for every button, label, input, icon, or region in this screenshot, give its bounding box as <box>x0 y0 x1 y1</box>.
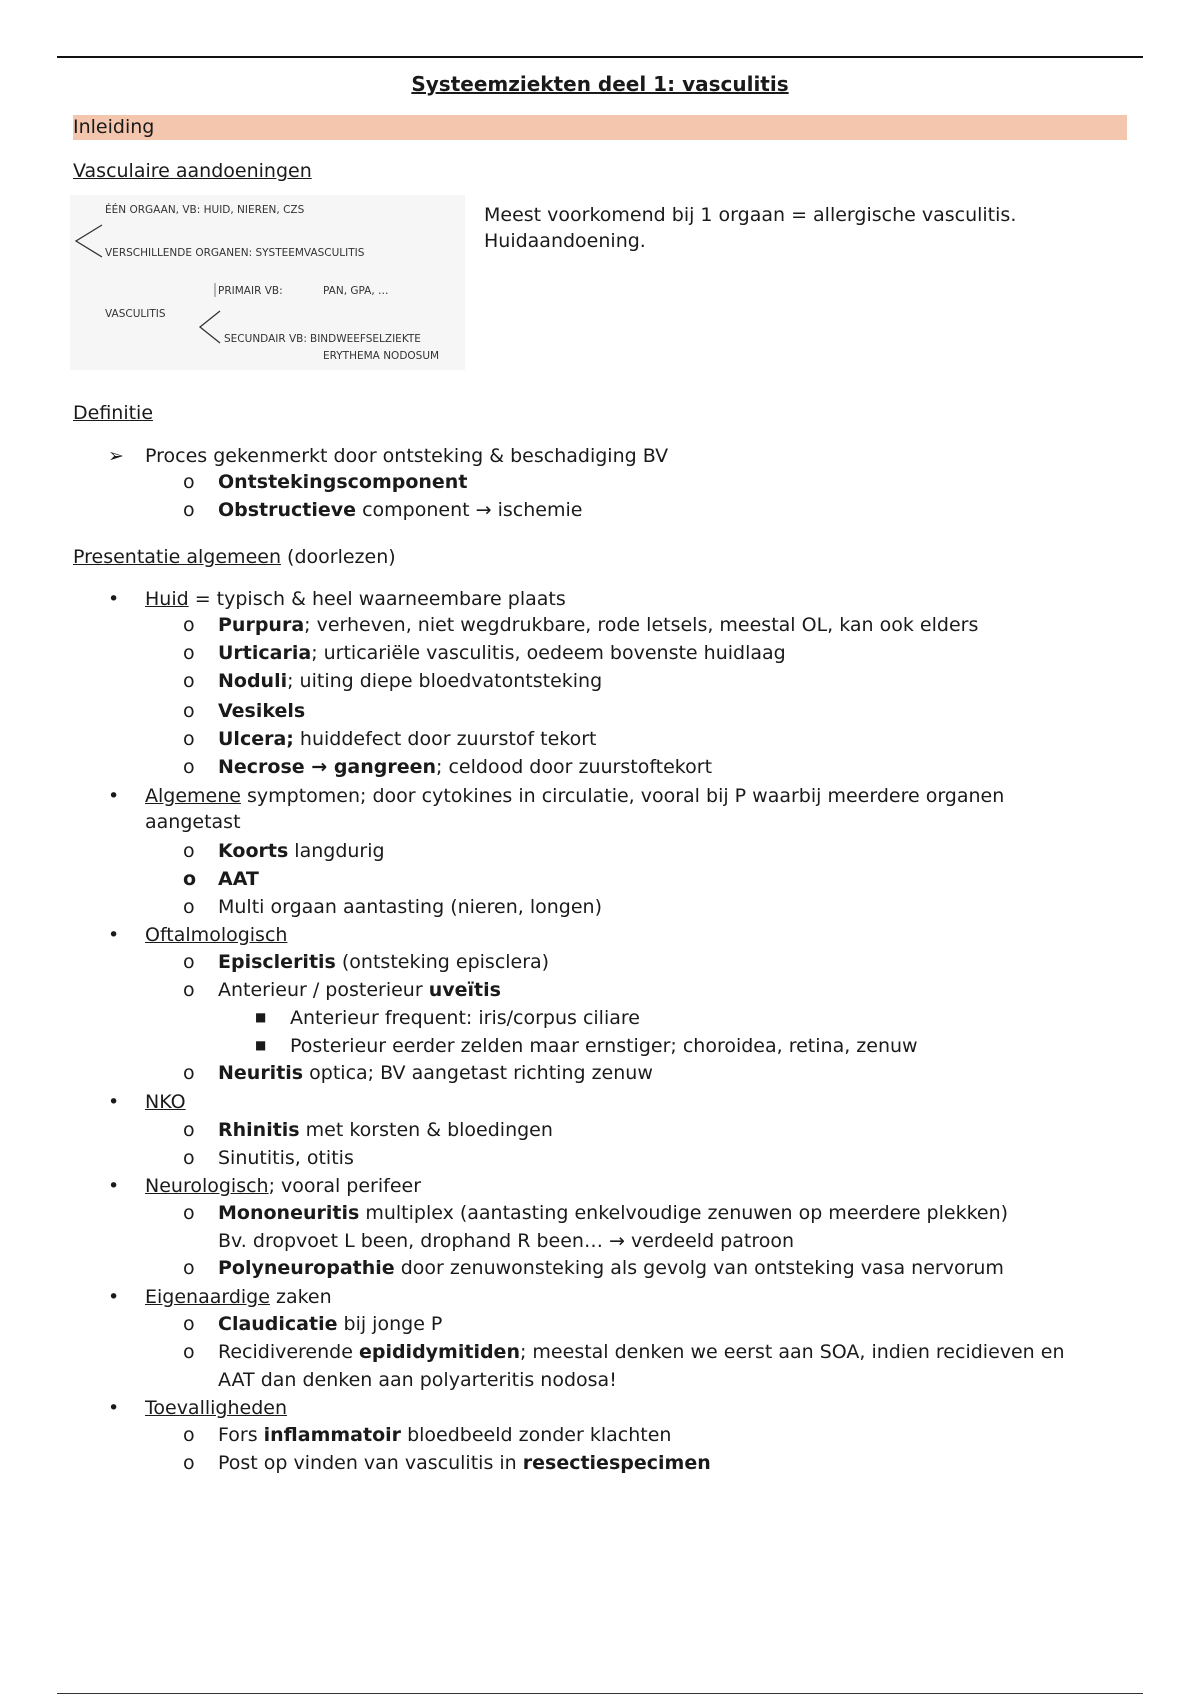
list-item-multi-orgaan: Multi orgaan aantasting (nieren, longen) <box>218 896 602 918</box>
episcleritis-bold: Episcleritis <box>218 951 336 973</box>
necrose-bold: Necrose → gangreen <box>218 756 437 778</box>
square-bullet-icon: ■ <box>255 1010 267 1024</box>
diagram-branch-top <box>76 225 102 257</box>
mononeuritis-example: Bv. dropvoet L been, drophand R been… → verdeeld patroon <box>218 1230 795 1252</box>
section-heading-inleiding <box>73 115 1127 140</box>
recid-pre: Recidiverende <box>218 1341 359 1363</box>
list-item-vesikels: Vesikels <box>218 700 306 722</box>
mono-bold: Mononeuritis <box>218 1202 360 1224</box>
circle-bullet-icon: o <box>183 499 195 521</box>
disc-bullet-icon: • <box>108 1175 120 1197</box>
section-heading-label: Inleiding <box>73 116 155 138</box>
circle-bullet-icon: o <box>183 1147 195 1169</box>
list-item-inflammatoir <box>218 1424 671 1446</box>
fors-bold: inflammatoir <box>263 1424 402 1446</box>
diagram-secundair-example-2: ERYTHEMA NODOSUM <box>323 350 440 362</box>
list-item-necrose <box>218 756 712 778</box>
disc-bullet-icon: • <box>108 1286 120 1308</box>
list-item-neurologisch <box>145 1175 421 1197</box>
koorts-rest: langdurig <box>288 840 385 862</box>
circle-bullet-icon: o <box>183 1257 195 1279</box>
circle-bullet-icon: o <box>183 1119 195 1141</box>
circle-bullet-icon: o <box>183 614 195 636</box>
circle-bullet-icon: o <box>183 471 195 493</box>
claud-bold: Claudicatie <box>218 1313 338 1335</box>
heading-definitie: Definitie <box>73 402 154 424</box>
heading-presentatie <box>73 546 396 568</box>
side-note <box>484 202 1016 254</box>
heading-vasculaire-aandoeningen: Vasculaire aandoeningen <box>73 160 312 182</box>
diagram-secundair-example-1: BINDWEEFSELZIEKTE <box>310 333 421 345</box>
circle-bullet-icon: o <box>183 1313 195 1335</box>
eigenaardige-rest: zaken <box>269 1286 332 1308</box>
urticaria-bold: Urticaria <box>218 642 312 664</box>
arrow-bullet-icon: ➢ <box>108 445 124 467</box>
list-item-uveitis <box>218 979 501 1001</box>
rhinitis-rest: met korsten & bloedingen <box>299 1119 553 1141</box>
noduli-rest: ; uiting diepe bloedvatontsteking <box>287 670 603 692</box>
recid-bold: epididymitiden <box>358 1341 520 1363</box>
document-title: Systeemziekten deel 1: vasculitis <box>411 72 789 96</box>
list-item-mononeuritis <box>218 1202 1008 1224</box>
fors-pre: Fors <box>218 1424 264 1446</box>
urticaria-rest: ; urticariële vasculitis, oedeem bovenste huidlaag <box>311 642 786 664</box>
circle-bullet-icon: o <box>183 1202 195 1224</box>
disc-bullet-icon: • <box>108 1091 120 1113</box>
neuritis-rest: optica; BV aangetast richting zenuw <box>303 1062 653 1084</box>
poly-rest: door zenuwonsteking als gevolg van ontsteking vasa nervorum <box>394 1257 1004 1279</box>
purpura-bold: Purpura <box>218 614 305 636</box>
list-item-aat: AAT <box>218 868 259 890</box>
neurologisch-label: Neurologisch <box>145 1175 269 1197</box>
huid-label: Huid <box>145 588 189 610</box>
koorts-bold: Koorts <box>218 840 289 862</box>
definitie-sub-ontstekingscomponent: Ontstekingscomponent <box>218 471 468 493</box>
circle-bullet-icon: o <box>183 642 195 664</box>
huid-rest: = typisch & heel waarneembare plaats <box>188 588 566 610</box>
list-item-urticaria <box>218 642 786 664</box>
eigenaardige-label: Eigenaardige <box>145 1286 270 1308</box>
diagram-verschillende-organen: VERSCHILLENDE ORGANEN: SYSTEEMVASCULITIS <box>105 247 365 259</box>
list-item-sinutitis: Sinutitis, otitis <box>218 1147 354 1169</box>
circle-bullet-icon: o <box>183 951 195 973</box>
circle-bullet-icon: o <box>183 868 197 890</box>
poly-bold: Polyneuropathie <box>218 1257 395 1279</box>
ulcera-rest: huiddefect door zuurstof tekort <box>293 728 597 750</box>
fors-rest: bloedbeeld zonder klachten <box>401 1424 672 1446</box>
necrose-rest: ; celdood door zuurstoftekort <box>436 756 713 778</box>
list-item-purpura <box>218 614 978 636</box>
presentatie-label: Presentatie algemeen <box>73 546 281 568</box>
list-item-epididymitiden <box>218 1341 1065 1363</box>
circle-bullet-icon: o <box>183 670 195 692</box>
list-item-noduli <box>218 670 602 692</box>
purpura-rest: ; verheven, niet wegdrukbare, rode letsels, meestal OL, kan ook elders <box>304 614 979 636</box>
algemene-rest-2: aangetast <box>145 811 241 833</box>
list-item-claudicatie <box>218 1313 442 1335</box>
side-note-line-2: Huidaandoening. <box>484 230 646 252</box>
mono-rest: multiplex (aantasting enkelvoudige zenuwen op meerdere plekken) <box>359 1202 1009 1224</box>
obstructieve-bold: Obstructieve <box>218 499 357 521</box>
disc-bullet-icon: • <box>108 588 120 610</box>
list-item-ulcera <box>218 728 597 750</box>
circle-bullet-icon: o <box>183 1341 195 1363</box>
epididymitiden-line-2: AAT dan denken aan polyarteritis nodosa! <box>218 1369 617 1391</box>
post-pre: Post op vinden van vasculitis in <box>218 1452 523 1474</box>
circle-bullet-icon: o <box>183 700 195 722</box>
diagram-vasculitis: VASCULITIS <box>105 308 166 320</box>
uveitis-bold: uveïtis <box>428 979 501 1001</box>
disc-bullet-icon: • <box>108 924 120 946</box>
diagram-primair-examples: PAN, GPA, … <box>323 285 389 297</box>
vasculitis-classification-diagram <box>70 195 465 370</box>
list-item-algemene <box>145 785 1004 807</box>
noduli-bold: Noduli <box>218 670 288 692</box>
bottom-rule <box>57 1693 1143 1694</box>
circle-bullet-icon: o <box>183 1424 195 1446</box>
side-note-line-1: Meest voorkomend bij 1 orgaan = allergische vasculitis. <box>484 204 1017 226</box>
presentatie-suffix: (doorlezen) <box>281 546 396 568</box>
neurologisch-rest: ; vooral perifeer <box>268 1175 422 1197</box>
recid-rest: ; meestal denken we eerst aan SOA, indien recidieven en <box>519 1341 1065 1363</box>
uveitis-pre: Anterieur / posterieur <box>218 979 429 1001</box>
circle-bullet-icon: o <box>183 979 195 1001</box>
list-item-eigenaardige <box>145 1286 332 1308</box>
algemene-rest-1: symptomen; door cytokines in circulatie, vooral bij P waarbij meerdere organen <box>240 785 1005 807</box>
list-item-resectiespecimen <box>218 1452 711 1474</box>
obstructieve-rest: component → ischemie <box>356 499 583 521</box>
list-item-polyneuropathie <box>218 1257 1004 1279</box>
circle-bullet-icon: o <box>183 840 195 862</box>
definitie-sub-obstructieve <box>218 499 582 521</box>
list-item-anterieur: Anterieur frequent: iris/corpus ciliare <box>290 1007 640 1029</box>
list-item-koorts <box>218 840 385 862</box>
diagram-secundair: SECUNDAIR VB: <box>224 333 307 345</box>
diagram-primair: PRIMAIR VB: <box>218 285 283 297</box>
circle-bullet-icon: o <box>183 1062 195 1084</box>
circle-bullet-icon: o <box>183 728 195 750</box>
list-item-huid <box>145 588 566 610</box>
square-bullet-icon: ■ <box>255 1038 267 1052</box>
list-item-episcleritis <box>218 951 549 973</box>
episcleritis-rest: (ontsteking episclera) <box>335 951 550 973</box>
circle-bullet-icon: o <box>183 896 195 918</box>
claud-rest: bij jonge P <box>337 1313 443 1335</box>
circle-bullet-icon: o <box>183 1452 195 1474</box>
rhinitis-bold: Rhinitis <box>218 1119 300 1141</box>
list-item-oftalmologisch: Oftalmologisch <box>145 924 288 946</box>
definitie-item: Proces gekenmerkt door ontsteking & beschadiging BV <box>145 445 669 467</box>
list-item-posterieur: Posterieur eerder zelden maar ernstiger; choroidea, retina, zenuw <box>290 1035 918 1057</box>
list-item-neuritis <box>218 1062 653 1084</box>
diagram-een-orgaan: ÉÉN ORGAAN, VB: HUID, NIEREN, CZS <box>105 204 305 216</box>
algemene-label: Algemene <box>145 785 241 807</box>
diagram-branch-bottom <box>200 311 220 343</box>
neuritis-bold: Neuritis <box>218 1062 304 1084</box>
top-rule <box>57 56 1143 58</box>
list-item-toevalligheden: Toevalligheden <box>145 1397 287 1419</box>
list-item-rhinitis <box>218 1119 553 1141</box>
circle-bullet-icon: o <box>183 756 195 778</box>
list-item-nko: NKO <box>145 1091 186 1113</box>
disc-bullet-icon: • <box>108 785 120 807</box>
disc-bullet-icon: • <box>108 1397 120 1419</box>
post-bold: resectiespecimen <box>522 1452 711 1474</box>
ulcera-bold: Ulcera; <box>218 728 294 750</box>
